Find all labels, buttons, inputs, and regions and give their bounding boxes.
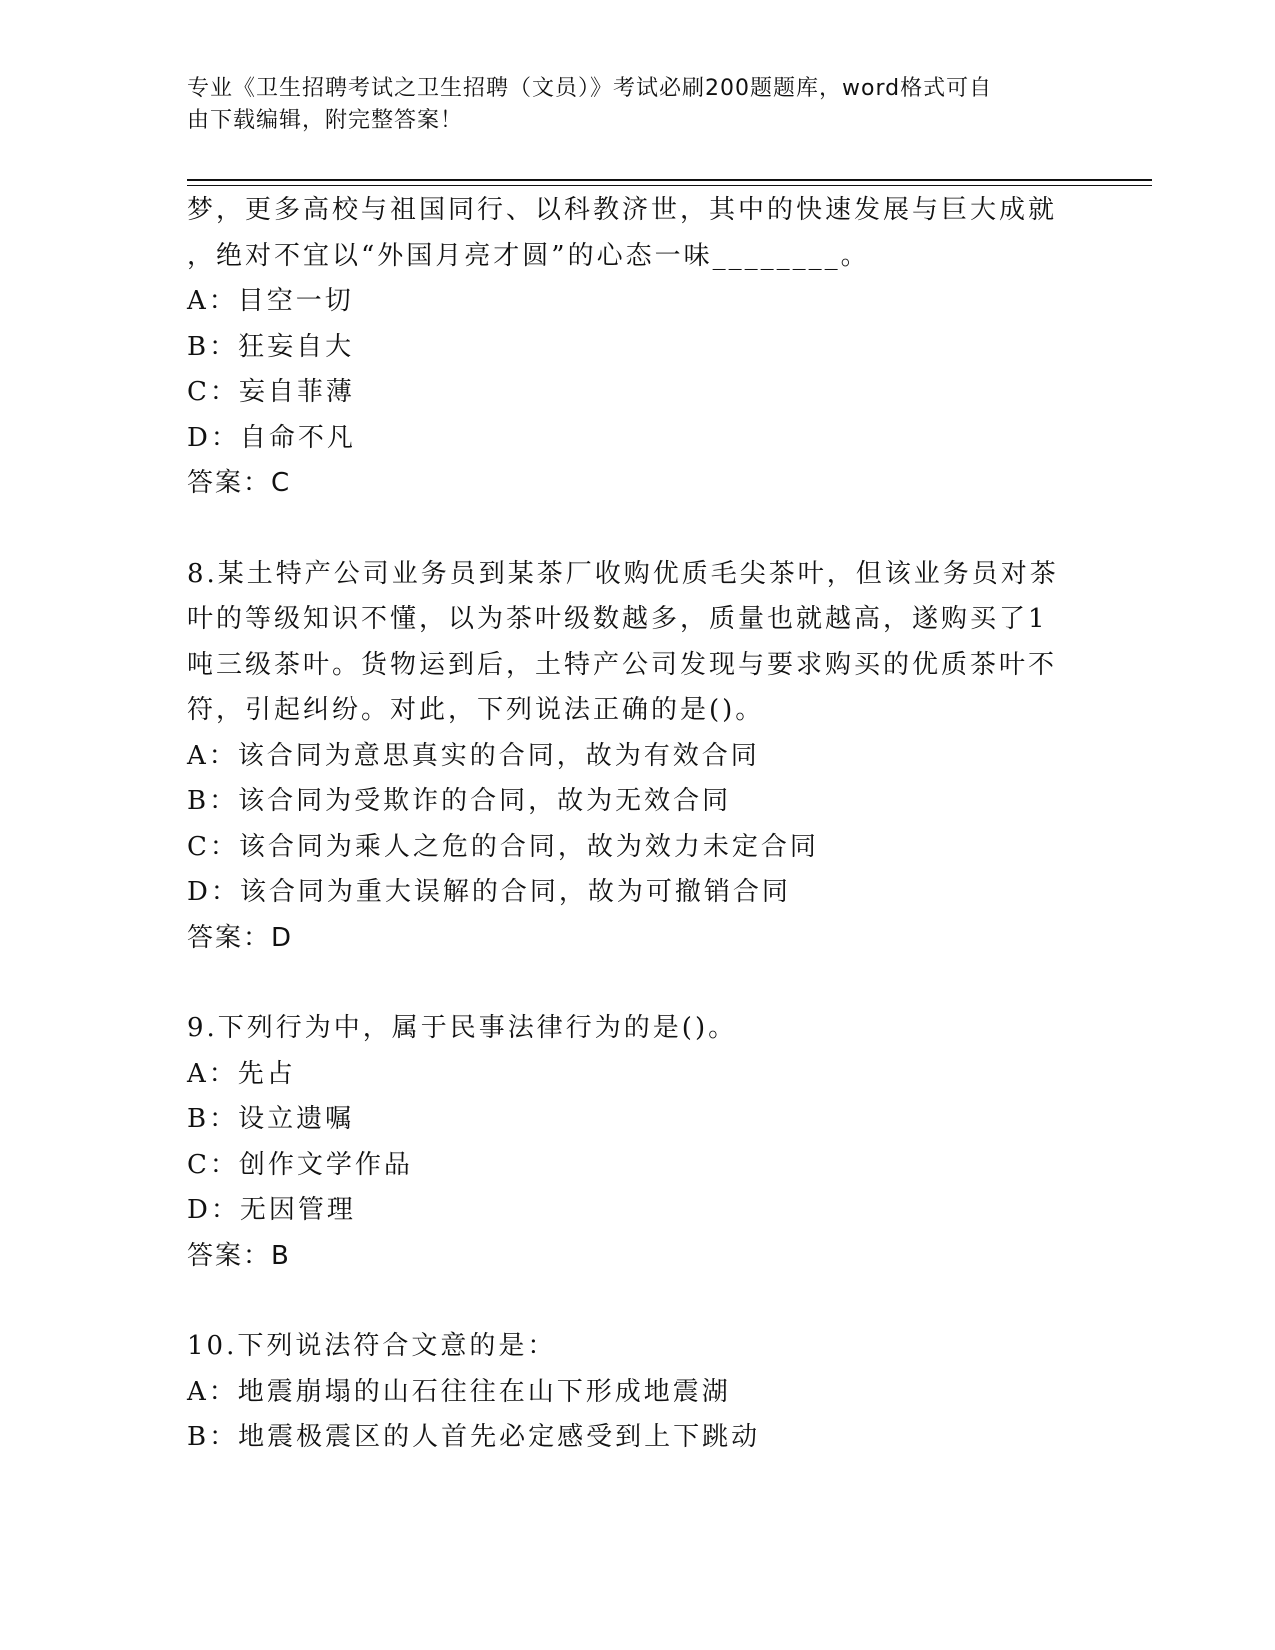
question-text-line: 8.某土特产公司业务员到某茶厂收购优质毛尖茶叶，但该业务员对茶 [187, 558, 1059, 589]
question-7 [187, 188, 1087, 507]
page-header [187, 73, 1067, 137]
question-8 [187, 552, 1087, 962]
answer: 答案：C [187, 468, 292, 498]
question-list [187, 188, 1087, 1461]
option-b: B：设立遗嘱 [187, 1104, 355, 1134]
question-text-line: 叶的等级知识不懂，以为茶叶级数越多，质量也就越高，遂购买了1 [187, 604, 1048, 634]
question-9 [187, 1006, 1087, 1279]
header-line-2: 由下载编辑，附完整答案！ [187, 108, 464, 133]
question-text-line: ，绝对不宜以“外国月亮才圆”的心态一味________。 [187, 240, 870, 271]
option-b: B：地震极震区的人首先必定感受到上下跳动 [187, 1422, 761, 1452]
option-c: C：该合同为乘人之危的合同，故为效力未定合同 [187, 831, 819, 862]
option-b: B：该合同为受欺诈的合同，故为无效合同 [187, 786, 732, 816]
option-a: A：目空一切 [187, 286, 354, 316]
option-a: A：先占 [187, 1058, 296, 1089]
header-rule-thick [187, 179, 1152, 181]
question-text-line: 梦，更多高校与祖国同行、以科教济世，其中的快速发展与巨大成就 [187, 195, 1058, 225]
question-title: 10.下列说法符合文意的是： [187, 1331, 557, 1361]
question-text-line: 吨三级茶叶。货物运到后，土特产公司发现与要求购买的优质茶叶不 [187, 649, 1058, 680]
option-a: A：该合同为意思真实的合同，故为有效合同 [187, 740, 760, 771]
header-line-1: 专业《卫生招聘考试之卫生招聘（文员）》考试必刷200题题库，word格式可自 [187, 76, 993, 101]
question-10 [187, 1324, 1087, 1461]
option-d: D：该合同为重大误解的合同，故为可撤销合同 [187, 877, 791, 907]
header-rule-thin [187, 185, 1152, 186]
option-c: C：创作文学作品 [187, 1149, 413, 1180]
answer: 答案：B [187, 1240, 291, 1271]
option-d: D：无因管理 [187, 1195, 356, 1225]
question-text-line: 符，引起纠纷。对此，下列说法正确的是()。 [187, 695, 765, 725]
answer: 答案：D [187, 922, 294, 953]
option-b: B：狂妄自大 [187, 331, 355, 362]
question-title: 9.下列行为中，属于民事法律行为的是()。 [187, 1013, 738, 1043]
option-d: D：自命不凡 [187, 422, 356, 453]
option-a: A：地震崩塌的山石往往在山下形成地震湖 [187, 1376, 731, 1407]
option-c: C：妄自菲薄 [187, 377, 355, 407]
